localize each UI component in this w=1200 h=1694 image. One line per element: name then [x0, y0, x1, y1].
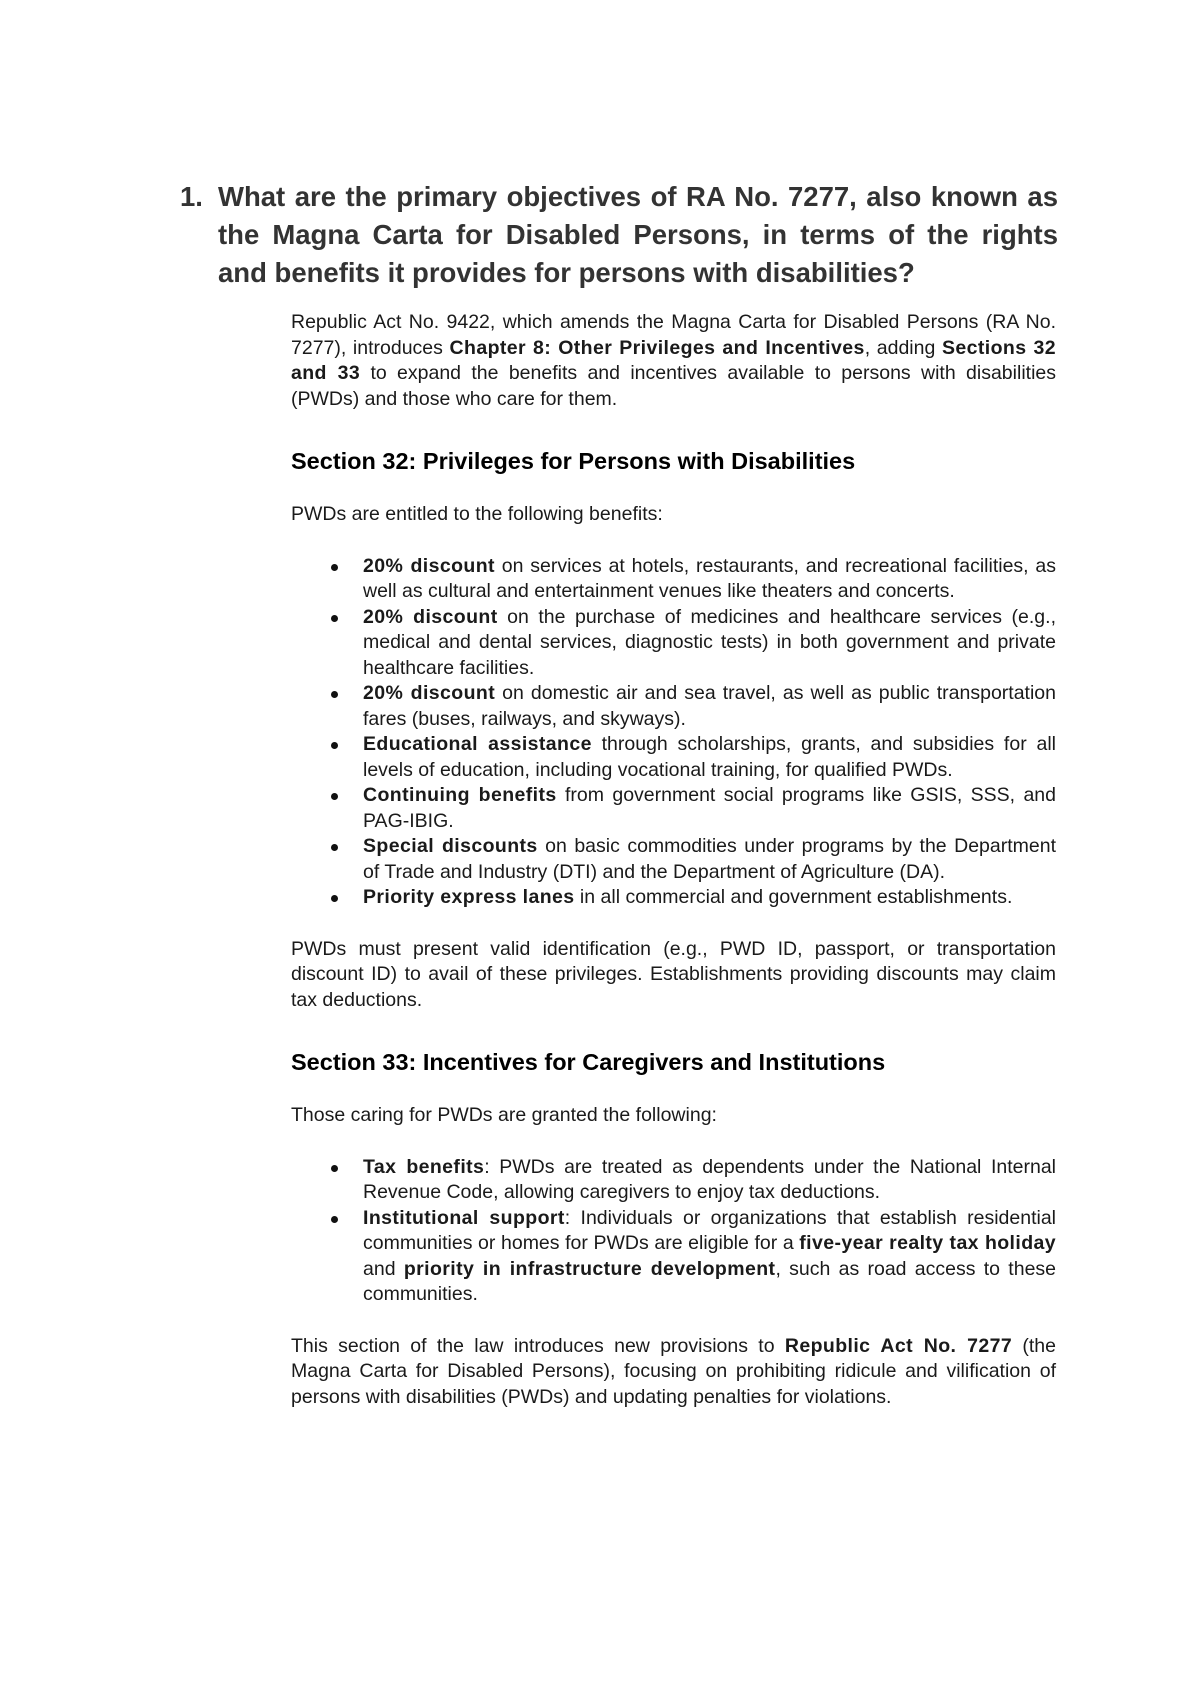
list-item	[291, 1206, 1056, 1308]
intro-bold-sections: Sections 32 and 33	[291, 336, 1056, 384]
bullet-text: and	[363, 1257, 404, 1280]
bullet-icon	[331, 895, 338, 902]
question-text: What are the primary objectives of RA No. 7277, also known as the Magna Carta for Disabled Persons, in terms of the rights and benefits it provides for persons with disabilities?	[218, 181, 1058, 288]
bullet-text: : Individuals or organizations that establish residential communities or homes for PWDs are eligible for a	[363, 1206, 1056, 1254]
list-item	[291, 605, 1056, 682]
bullet-bold: Continuing benefits	[363, 784, 557, 806]
section-32-bullet-list	[291, 554, 1056, 911]
bullet-icon	[331, 564, 338, 571]
intro-text-1: Republic Act No. 9422, which amends the Magna Carta for Disabled Persons (RA No. 7277), introduces	[291, 311, 1056, 359]
list-item	[291, 885, 1056, 911]
bullet-bold: Tax benefits	[363, 1155, 485, 1178]
bullet-icon	[331, 793, 338, 800]
section-33-bullet-list	[291, 1155, 1056, 1308]
bullet-text: on basic commodities under programs by the Department of Trade and Industry (DTI) and the Department of Agriculture (DA).	[363, 835, 1056, 883]
intro-bold-chapter: Chapter 8: Other Privileges and Incentives	[449, 336, 865, 359]
bullet-bold: 20% discount	[363, 605, 498, 628]
list-item	[291, 834, 1056, 885]
bullet-text: : PWDs are treated as dependents under the National Internal Revenue Code, allowing caregivers to enjoy tax deductions.	[363, 1155, 1056, 1203]
bullet-bold: 20% discount	[363, 682, 496, 704]
bullet-text: on the purchase of medicines and healthcare services (e.g., medical and dental services, diagnostic tests) in both government and private healthcare facilities.	[363, 605, 1056, 679]
section-32-closing: PWDs must present valid identification (e.g., PWD ID, passport, or transportation discount ID) to avail of these privileges. Establishments providing discounts may claim tax deductions.	[291, 937, 1056, 1011]
final-text-1: This section of the law introduces new provisions to	[291, 1334, 785, 1357]
intro-text-2: , adding	[864, 336, 942, 359]
list-item	[291, 554, 1056, 605]
final-bold-ra: Republic Act No. 7277	[784, 1334, 1013, 1357]
bullet-icon	[331, 742, 338, 749]
intro-text-3: to expand the benefits and incentives available to persons with disabilities (PWDs) and those who care for them.	[291, 362, 1056, 410]
section-33-lead: Those caring for PWDs are granted the following:	[291, 1104, 717, 1126]
bullet-text: on domestic air and sea travel, as well as public transportation fares (buses, railways, and skyways).	[363, 682, 1057, 730]
list-item	[291, 783, 1056, 834]
bullet-bold: Educational assistance	[363, 733, 592, 755]
section-32-lead: PWDs are entitled to the following benefits:	[291, 503, 663, 525]
bullet-bold: Special discounts	[363, 835, 538, 857]
intro-paragraph	[291, 310, 1056, 412]
bullet-text: through scholarships, grants, and subsidies for all levels of education, including vocational training, for qualified PWDs.	[363, 733, 1056, 781]
bullet-bold-infrastructure: priority in infrastructure development	[403, 1257, 776, 1280]
final-paragraph	[291, 1334, 1056, 1411]
answer-body	[291, 310, 1056, 1410]
bullet-icon	[331, 844, 338, 851]
section-32-title: Section 32: Privileges for Persons with Disabilities	[291, 448, 856, 474]
bullet-bold: Institutional support	[363, 1206, 565, 1229]
list-item	[291, 732, 1056, 783]
bullet-bold: Priority express lanes	[363, 886, 575, 908]
bullet-bold-tax-holiday: five-year realty tax holiday	[799, 1232, 1056, 1254]
bullet-text: from government social programs like GSIS, SSS, and PAG-IBIG.	[363, 784, 1057, 832]
list-item	[291, 681, 1056, 732]
final-text-2: (the Magna Carta for Disabled Persons), focusing on prohibiting ridicule and vilification of persons with disabilities (PWDs) and updating penalties for violations.	[291, 1334, 1056, 1408]
bullet-text: , such as road access to these communities.	[363, 1257, 1057, 1305]
question-heading	[180, 178, 1058, 292]
bullet-text: on services at hotels, restaurants, and recreational facilities, as well as cultural and entertainment venues like theaters and concerts.	[363, 554, 1056, 602]
bullet-icon	[331, 615, 338, 622]
list-item	[291, 1155, 1056, 1206]
bullet-icon	[331, 1165, 338, 1172]
bullet-icon	[331, 1216, 338, 1223]
bullet-text: in all commercial and government establishments.	[574, 886, 1013, 908]
question-number: 1.	[180, 181, 203, 212]
bullet-icon	[331, 691, 338, 698]
section-33-title: Section 33: Incentives for Caregivers and Institutions	[291, 1049, 886, 1075]
bullet-bold: 20% discount	[363, 554, 495, 577]
